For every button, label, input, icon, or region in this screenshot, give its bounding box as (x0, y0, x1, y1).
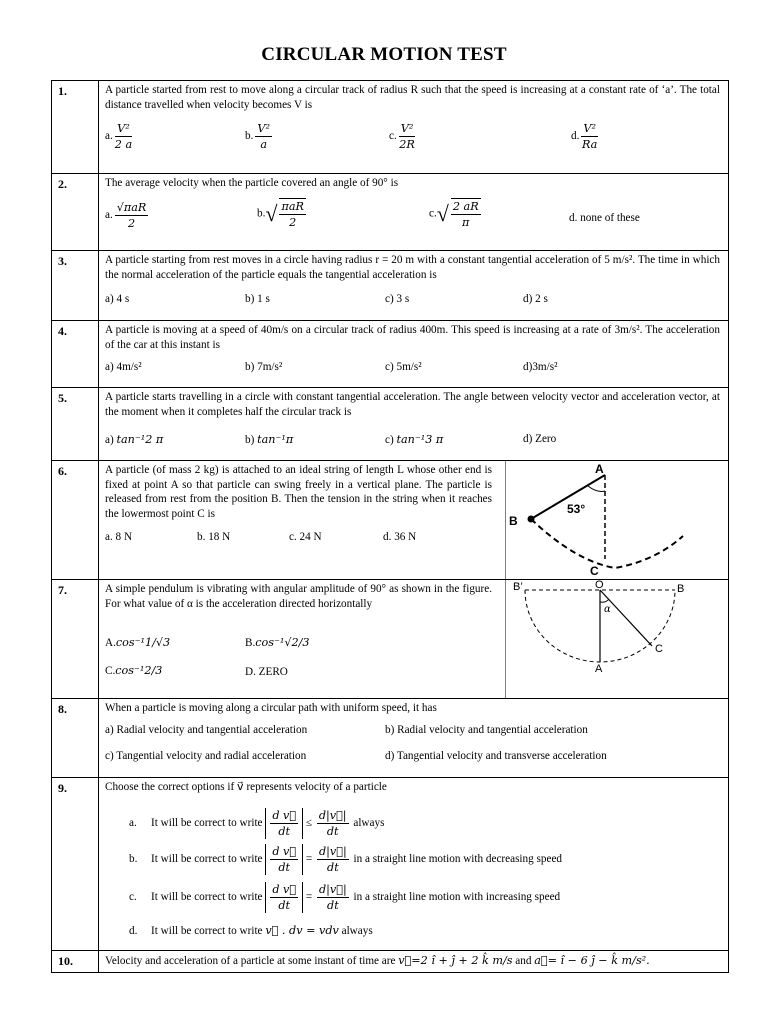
option-a: a) tan⁻¹2 π (105, 433, 164, 446)
question-text: A particle (of mass 2 kg) is attached to an ideal string of length L whose other end is fixed at point A so that particle can swing freely in a vertical plane. The particle is released from rest from the position B. Then the tension in the string when it reaches the lowermost point C is (105, 464, 492, 520)
question-row-2 (52, 174, 729, 251)
displaced-string (600, 590, 652, 646)
pendulum-figure-q6 (505, 461, 735, 579)
option-b: b.√ $\frac{\text{πaR}}{2}$ (257, 200, 304, 229)
question-number: 2. (52, 174, 99, 251)
question-number: 6. (52, 461, 99, 580)
option-d: d) Tangential velocity and transverse acceleration (385, 750, 607, 762)
particle-dot (528, 516, 535, 523)
option-a: A.cos⁻¹1/√3 (105, 636, 171, 649)
question-number: 3. (52, 251, 99, 321)
question-text: A particle started from rest to move along a circular track of radius R such that the speed is increasing at a constant rate of ‘a’. The total distance travelled when velocity becomes V is (105, 84, 720, 111)
question-row-4 (52, 321, 729, 388)
question-text: When a particle is moving along a circular path with uniform speed, it has (105, 702, 437, 714)
option-b: b) 7m/s² (245, 361, 283, 373)
option-b: b. 18 N (197, 531, 231, 543)
angle-arc (588, 486, 605, 491)
option-d: d) Zero (523, 433, 557, 445)
option-b: b. $\frac{\text{V²}}{a}$ (245, 122, 270, 151)
question-row-6 (52, 461, 729, 580)
option-a: a) Radial velocity and tangential acceleration (105, 724, 308, 736)
label-alpha: α (604, 604, 611, 615)
pendulum-figure-q7 (505, 580, 735, 698)
option-d: d. It will be correct to write v⃗ . dv = vdv always (129, 924, 373, 937)
option-a: a. $\frac{\text{√πaR}}{2}$ (105, 201, 147, 230)
option-c: c. 24 N (289, 531, 322, 543)
option-b: b) Radial velocity and tangential acceleration (385, 724, 588, 736)
label-c: C (655, 643, 663, 655)
option-b: b) 1 s (245, 293, 270, 305)
swing-arc (531, 519, 683, 568)
alpha-arc (600, 599, 609, 602)
option-b: B.cos⁻¹√2/3 (245, 636, 310, 649)
label-b: B (509, 514, 518, 528)
option-a: a) 4 s (105, 293, 130, 305)
question-row-9 (52, 778, 729, 951)
option-a: a. It will be correct to write $\frac{\text{d v⃗}}{dt}$ ≤ $\frac{d|v⃗|}{dt}$ always (129, 809, 385, 838)
label-b-prime: B’ (513, 581, 523, 593)
question-row-10 (52, 951, 729, 973)
label-a: A (595, 663, 603, 675)
question-text: The average velocity when the particle covered an angle of 90° is (105, 177, 399, 189)
question-text: A simple pendulum is vibrating with angular amplitude of 90° as shown in the figure. For what value of α is the acceleration directed horizontally (105, 583, 492, 610)
option-b: b) tan⁻¹π (245, 433, 294, 446)
option-d: D. ZERO (245, 666, 288, 678)
option-c: c) 3 s (385, 293, 410, 305)
question-text: A particle is moving at a speed of 40m/s on a circular track of radius 400m. This speed is increasing at a rate of 3m/s². The acceleration of the car at this instant is (105, 324, 720, 351)
option-b: b. It will be correct to write $\frac{\text{d v⃗}}{dt}$ = $\frac{d|v⃗|}{dt}$ in a straight line motion with decreasing speed (129, 845, 563, 874)
option-c: c.√ $\frac{2 aR}{\pi}$ (429, 200, 479, 229)
question-number: 1. (52, 81, 99, 174)
option-d: d. 36 N (383, 531, 417, 543)
angle-label: 53° (567, 502, 586, 516)
option-a: a) 4m/s² (105, 361, 142, 373)
question-row-8 (52, 699, 729, 778)
option-c: C.cos⁻¹2/3 (105, 664, 163, 677)
label-o: O (595, 580, 604, 591)
question-text: A particle starts travelling in a circle with constant tangential acceleration. The angle between velocity vector and acceleration vector, at the moment when it completes half the circular track is (105, 391, 720, 418)
question-number: 4. (52, 321, 99, 388)
label-c: C (590, 564, 599, 578)
label-a: A (595, 462, 604, 476)
question-row-5 (52, 388, 729, 461)
question-number: 8. (52, 699, 99, 778)
option-c: c) tan⁻¹3 π (385, 433, 444, 446)
option-d: d)3m/s² (523, 361, 558, 373)
question-number: 5. (52, 388, 99, 461)
option-c: c) Tangential velocity and radial acceleration (105, 750, 307, 762)
question-row-1 (52, 81, 729, 174)
question-text: Choose the correct options if v⃗ represents velocity of a particle (105, 781, 387, 793)
question-text: Velocity and acceleration of a particle at some instant of time are v⃗=2 î + ĵ + 2 k̂ m/s and a⃗= î − 6 ĵ − k̂ m/s². (105, 954, 650, 967)
question-table (51, 80, 729, 973)
page-title: CIRCULAR MOTION TEST (261, 44, 507, 65)
option-d: d. $\frac{\text{V²}}{Ra}$ (571, 122, 598, 151)
question-row-3 (52, 251, 729, 321)
option-a: a. $\frac{\text{V²}}{2 a}$ (105, 122, 133, 151)
question-number: 10. (52, 951, 99, 973)
question-row-7 (52, 580, 729, 699)
question-number: 7. (52, 580, 99, 699)
label-b: B (677, 583, 685, 595)
option-a: a. 8 N (105, 531, 133, 543)
option-c: c. It will be correct to write $\frac{\text{d v⃗}}{dt}$ = $\frac{d|v⃗|}{dt}$ in a straight line motion with increasing speed (129, 883, 561, 912)
option-d: d) 2 s (523, 293, 548, 305)
option-d: d. none of these (569, 212, 640, 224)
question-text: A particle starting from rest moves in a circle having radius r = 20 m with a constant tangential acceleration of 5 m/s². The time in which the normal acceleration of the particle equals the tangential acceleration is (105, 254, 720, 281)
option-c: c) 5m/s² (385, 361, 422, 373)
option-c: c. $\frac{\text{V²}}{2R}$ (389, 122, 415, 151)
question-number: 9. (52, 778, 99, 951)
